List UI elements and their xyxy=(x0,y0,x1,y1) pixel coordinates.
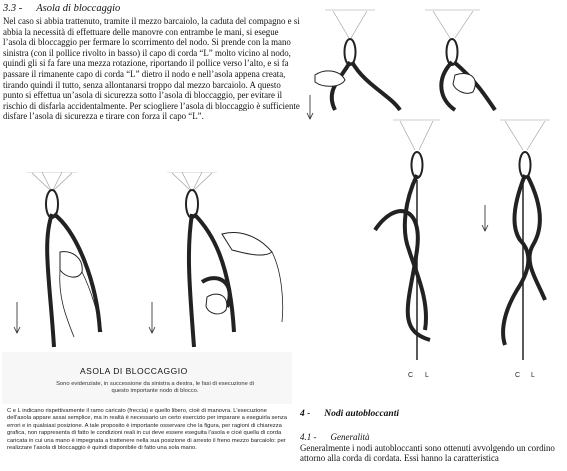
label-l-right1: L xyxy=(425,372,429,379)
label-l-right2: L xyxy=(531,372,535,379)
figure-note-paragraph: C e L indicano rispettivamente il ramo caricato (freccia) e quello libero, cioè di manovra. L’esecuzione dell’asola appare assai semplice, ma in realtà è necessario un certo esercizio per imparare a eseguirla senza errori e in qualsiasi posizione. A tale proposito è importante osservare che la figura, per ragioni di chiarezza grafica, non rappresenta di fatto le condizioni reali in cui deve essere eseguita l’asola e cioè quella di corda caricata in cui una mano è impegnata a trattenere nella sua posizione di arresto il freno mezzo barcaiolo: per realizzare l’asola di bloccaggio è quindi disponibile di fatto una sola mano. xyxy=(7,408,288,452)
knot-illustration-left xyxy=(2,172,292,362)
figure-panel-right xyxy=(305,0,567,398)
caption-box xyxy=(2,352,292,404)
section4-number: 4 - xyxy=(300,409,311,419)
knot-illustration-right xyxy=(305,0,567,398)
label-c-right1: C xyxy=(408,372,414,379)
caption-title: ASOLA DI BLOCCAGGIO xyxy=(80,366,188,376)
section41-heading xyxy=(300,432,370,442)
section41-body: Generalmente i nodi autobloccanti sono ottenuti avvolgendo un cordino attorno alla corda di cordata. Essi hanno la caratteristica xyxy=(300,443,555,464)
section-number: 3.3 - xyxy=(3,3,23,14)
section41-title: Generalità xyxy=(330,432,370,442)
section4-heading xyxy=(300,409,399,419)
caption-text: Sono evidenziate, in successione da sinistra a destra, le fasi di esecuzione di questo importante nodo di blocco. xyxy=(56,381,254,395)
section-body: Nel caso si abbia trattenuto, tramite il mezzo barcaiolo, la caduta del compagno e si abbia la necessità di effettuare delle manovre con entrambe le mani, si esegue l’asola di bloccaggio per fermare lo scorrimento del nodo. Si prende con la mano sinistra (con il pollice rivolto in basso) il capo di corda “L” molto vicino al nodo, quindi gli si fa fare una mezza rotazione, riportando il pollice verso l’alto, e si fa passare il rimanente capo di corda “L” dietro il nodo e nell’asola appena creata, tirando quindi il tutto, senza allontanarsi troppo dal mezzo barcaiolo. A questo punto si effettua un’asola di sicurezza sotto l’asola di bloccaggio, per evitare il rischio di disfarla accidentalmente. Per sciogliere l’asola di bloccaggio è sufficiente disfare l’asola di sicurezza e tirare con forza il capo “L”. xyxy=(3,16,300,122)
section4-title: Nodi autobloccanti xyxy=(324,409,399,419)
label-c-right2: C xyxy=(515,372,521,379)
section-heading xyxy=(3,3,120,14)
section41-number: 4.1 - xyxy=(300,432,317,442)
section-title: Asola di bloccaggio xyxy=(36,3,121,14)
